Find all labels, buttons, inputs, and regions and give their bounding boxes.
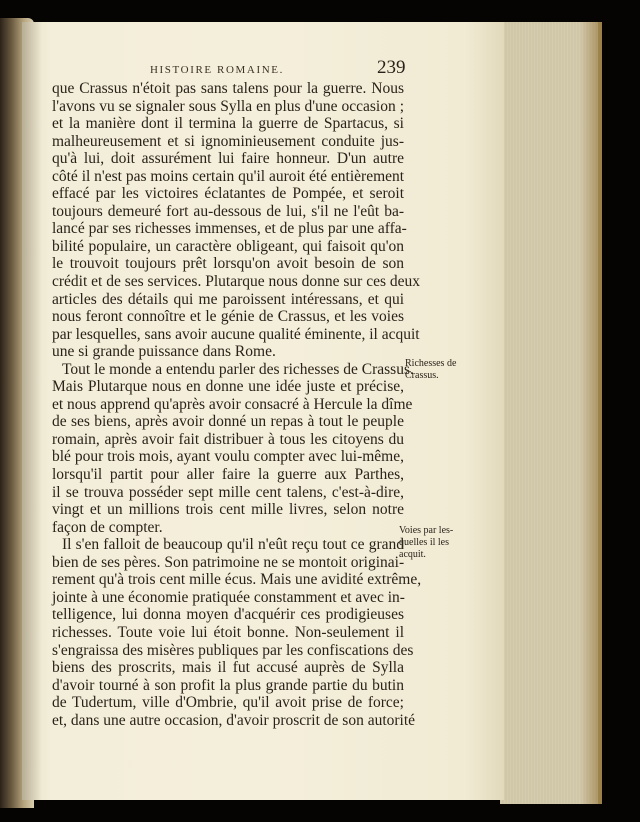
text-line: articles des détails qui me paroissent intéressans, et qui xyxy=(52,290,404,308)
text-line: rement qu'à trois cent mille écus. Mais une avidité extrême, xyxy=(52,571,422,589)
text-line: bilité populaire, un caractère obligeant, qui faisoit qu'on xyxy=(52,237,404,255)
gutter-shadow xyxy=(22,22,42,800)
text-line: le trouvoit toujours prêt lorsqu'on avoit besoin de son xyxy=(52,255,404,273)
text-line: jointe à une économie pratiquée constamment et avec in- xyxy=(52,588,405,606)
text-line: de Tudertum, ville d'Ombrie, qu'il avoit prise de force; xyxy=(52,694,404,712)
text-line: une si grande puissance dans Rome. xyxy=(52,343,276,361)
side-note-riches xyxy=(405,358,456,382)
text-line: telligence, lui donna moyen d'acquérir ces prodigieuses xyxy=(52,606,404,624)
side-note-line: Crassus. xyxy=(405,370,439,381)
text-line: lancé par ses richesses immenses, et de plus par une affa- xyxy=(52,220,407,238)
text-line: lorsqu'il partit pour aller faire la guerre aux Parthes, xyxy=(52,466,404,484)
page-header xyxy=(150,57,420,82)
text-line: s'engraissa des misères publiques par les confiscations des xyxy=(52,641,414,659)
text-line: effacé par les victoires éclatantes de Pompée, et seroit xyxy=(52,185,404,203)
text-line: par lesquelles, sans avoir aucune qualité éminente, il acquit xyxy=(52,325,420,343)
text-line: blé pour trois mois, ayant voulu compter avec lui-même, xyxy=(52,448,404,466)
text-line: l'avons vu se signaler sous Sylla en plus d'une occasion ; xyxy=(52,97,404,115)
text-line: nous feront connoître et le génie de Crassus, et les voies xyxy=(52,308,404,326)
book-page-edges xyxy=(500,22,602,804)
running-head: HISTOIRE ROMAINE. xyxy=(150,64,284,76)
text-line: bien de ses pères. Son patrimoine ne se montoit originai- xyxy=(52,553,405,571)
text-line: façon de compter. xyxy=(52,518,163,536)
text-line: et la manière dont il termina la guerre de Spartacus, si xyxy=(52,115,404,133)
text-line: et, dans une autre occasion, d'avoir proscrit de son autorité xyxy=(52,711,416,729)
side-note-line: Richesses de xyxy=(405,358,457,369)
text-line: biens des proscrits, mais il fut accusé auprès de Sylla xyxy=(52,659,404,677)
text-line: romain, après avoir fait distribuer à tous les citoyens du xyxy=(52,430,404,448)
page-number: 239 xyxy=(377,57,406,78)
text-line: Tout le monde a entendu parler des richesses de Crassus. xyxy=(62,360,414,378)
body-text xyxy=(52,80,422,729)
side-note-line: quelles il les xyxy=(399,537,449,548)
text-line: toujours demeuré fort au-dessous de lui, s'il ne l'eût ba- xyxy=(52,202,404,220)
side-note-line: acquit. xyxy=(399,549,426,560)
text-line: qu'à lui, doit assurément lui faire honneur. D'un autre xyxy=(52,150,404,168)
text-line: malheureusement et si ignominieusement conduite jus- xyxy=(52,132,404,150)
side-note-means xyxy=(399,525,453,561)
side-note-line: Voies par les- xyxy=(399,525,454,536)
text-line: et nous apprend qu'après avoir consacré à Hercule la dîme xyxy=(52,395,413,413)
text-line: que Crassus n'étoit pas sans talens pour la guerre. Nous xyxy=(52,80,404,97)
text-line: crédit et de ses services. Plutarque nous donne sur ces deux xyxy=(52,273,421,291)
text-line: Mais Plutarque nous en donne une idée juste et précise, xyxy=(52,378,404,396)
text-line: d'avoir tourné à son profit la plus grande partie du butin xyxy=(52,676,404,694)
text-line: richesses. Toute voie lui étoit bonne. Non-seulement il xyxy=(52,623,404,641)
text-line: de ses biens, après avoir donné un repas à tout le peuple xyxy=(52,413,404,431)
text-line: il se trouva posséder sept mille cent talens, c'est-à-dire, xyxy=(52,483,404,501)
text-line: côté il n'est pas moins certain qu'il auroit été entièrement xyxy=(52,167,405,185)
text-line: Il s'en falloit de beaucoup qu'il n'eût reçu tout ce grand xyxy=(62,536,404,554)
text-line: vingt et un millions trois cent mille livres, selon notre xyxy=(52,501,404,519)
